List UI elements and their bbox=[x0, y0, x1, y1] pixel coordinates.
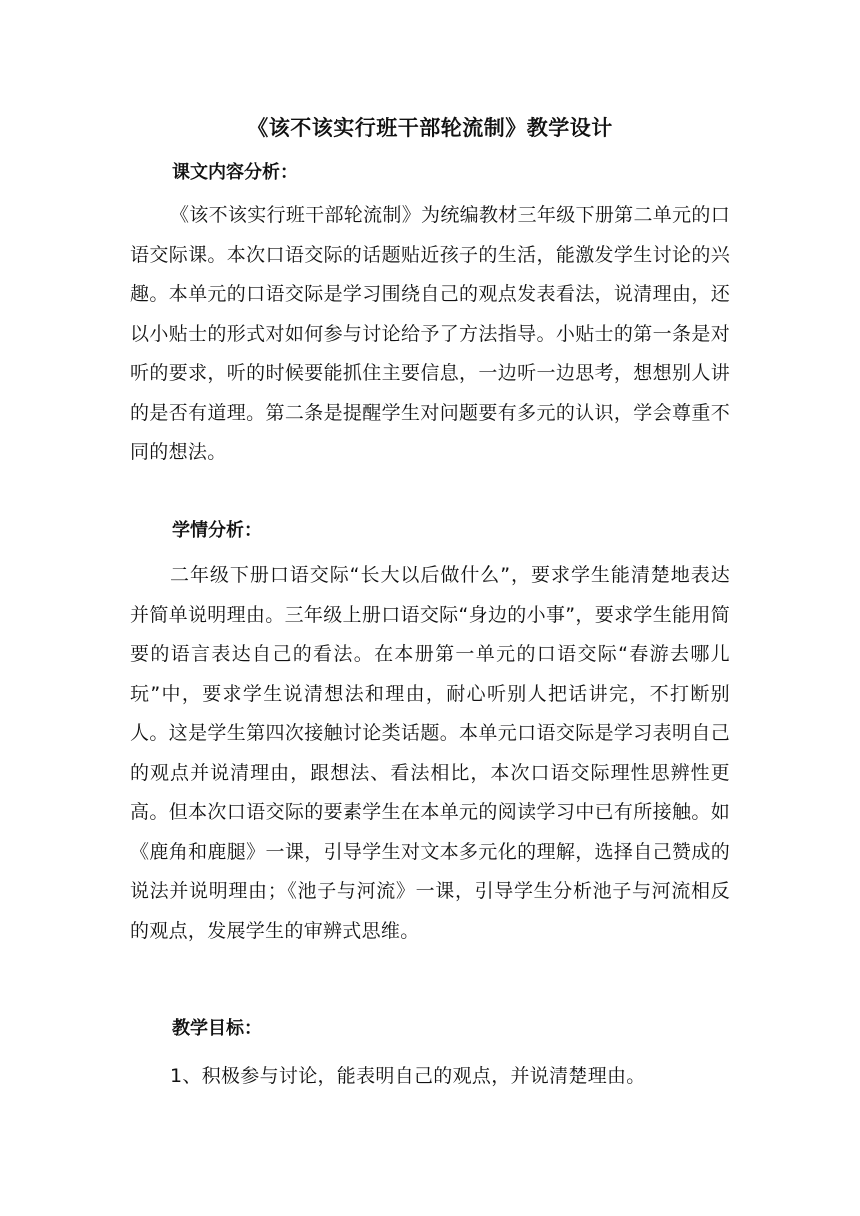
section-paragraph-text-analysis: 《该不该实行班干部轮流制》为统编教材三年级下册第二单元的口语交际课。本次口语交际的话题贴近孩子的生活，能激发学生讨论的兴趣。本单元的口语交际是学习围绕自己的观点发表看法，说清理由，还以小贴士的形式对如何参与讨论给予了方法指导。小贴士的第一条是对听的要求，听的时候要能抓住主要信息，一边听一边思考，想想别人讲的是否有道理。第二条是提醒学生对问题要有多元的认识，学会尊重不同的想法。 bbox=[130, 204, 730, 463]
section-paragraph-student-analysis: 二年级下册口语交际“长大以后做什么”，要求学生能清楚地表达并简单说明理由。三年级上册口语交际“身边的小事”，要求学生能用简要的语言表达自己的看法。在本册第一单元的口语交际“春游去哪儿玩”中，要求学生说清想法和理由，耐心听别人把话讲完，不打断别人。这是学生第四次接触讨论类话题。本单元口语交际是学习表明自己的观点并说清理由，跟想法、看法相比，本次口语交际理性思辨性更高。但本次口语交际的要素学生在本单元的阅读学习中已有所接触。如《鹿角和鹿腿》一课，引导学生对文本多元化的理解，选择自己赞成的说法并说明理由；《池子与河流》一课，引导学生分析池子与河流相反的观点，发展学生的审辨式思维。 bbox=[130, 564, 730, 942]
section-heading-teaching-goals: 教学目标： bbox=[172, 1018, 262, 1039]
section-heading-text-analysis: 课文内容分析： bbox=[172, 162, 298, 183]
section-paragraph-teaching-goals: 1、积极参与讨论，能表明自己的观点，并说清楚理由。 bbox=[170, 1065, 646, 1087]
document-title: 《该不该实行班干部轮流制》教学设计 bbox=[247, 116, 613, 140]
section-heading-student-analysis: 学情分析： bbox=[172, 520, 262, 541]
